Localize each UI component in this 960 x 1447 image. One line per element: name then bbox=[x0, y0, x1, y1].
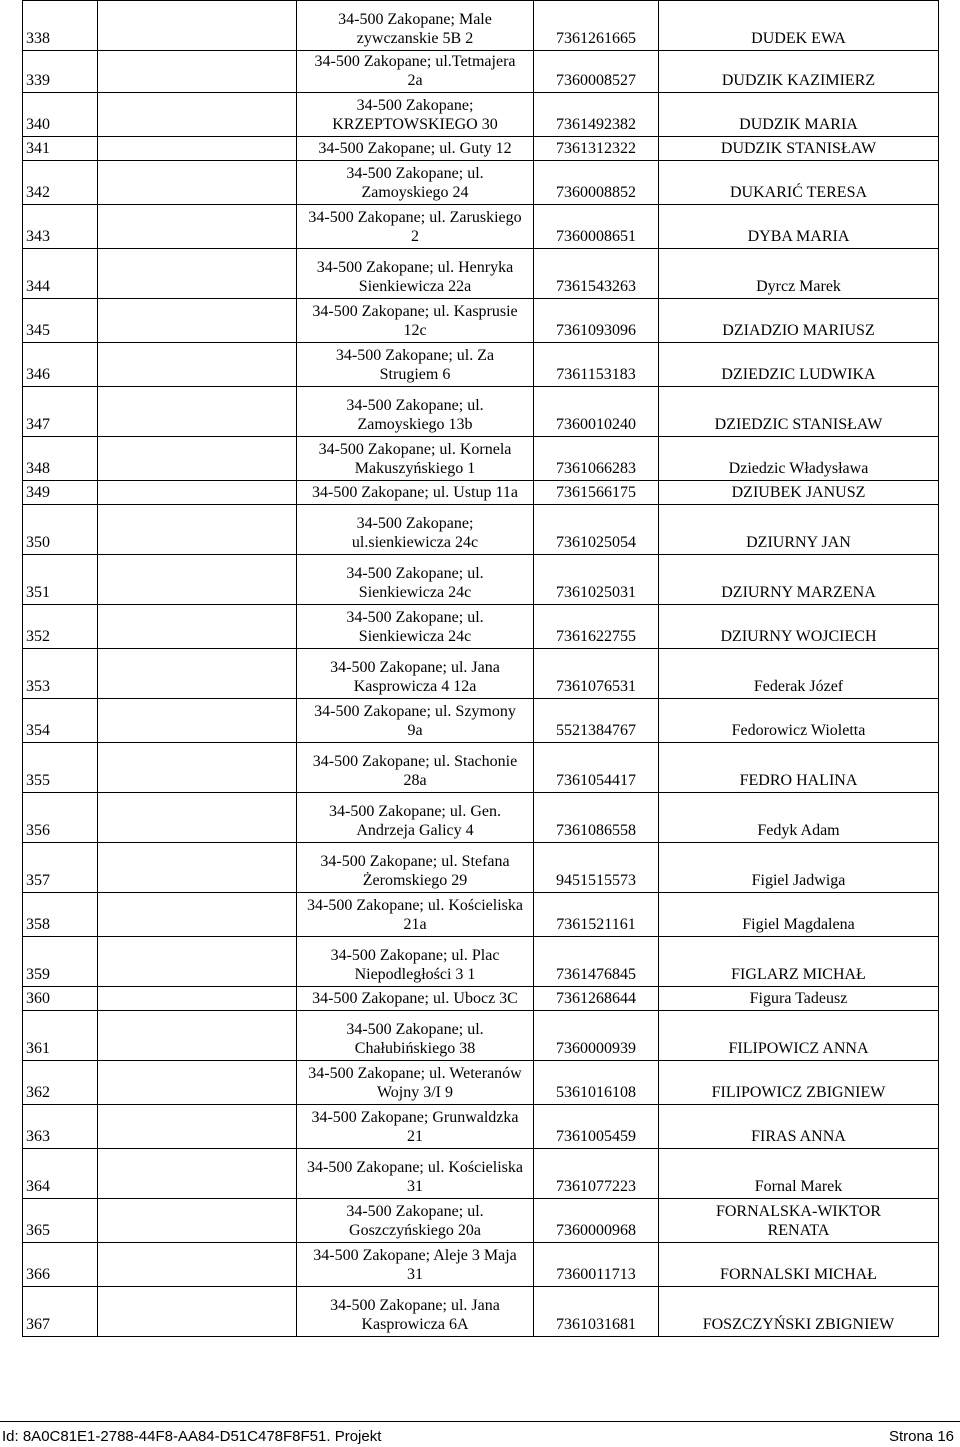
name-line: DZIEDZIC LUDWIKA bbox=[721, 366, 876, 383]
name-line: DZIURNY WOJCIECH bbox=[720, 628, 877, 645]
address-cell bbox=[297, 137, 534, 161]
person-name-cell bbox=[659, 743, 939, 793]
name-line: FILIPOWICZ ANNA bbox=[728, 1040, 869, 1057]
id-number-cell: 7361054417 bbox=[534, 743, 659, 793]
table-row bbox=[23, 1243, 939, 1287]
address-line: 34-500 Zakopane; ul. Ustup 11a bbox=[311, 484, 519, 501]
id-number-cell: 7360008527 bbox=[534, 51, 659, 93]
id-number-cell: 7361086558 bbox=[534, 793, 659, 843]
address-cell bbox=[297, 299, 534, 343]
address-line: 34-500 Zakopane; ul. Kornela bbox=[318, 441, 512, 458]
address-line: 34-500 Zakopane; ul.Tetmajera bbox=[314, 53, 516, 70]
person-name-cell bbox=[659, 1011, 939, 1061]
row-number: 350 bbox=[23, 505, 98, 555]
address-line: 34-500 Zakopane; ul. Jana bbox=[330, 659, 500, 676]
table-row bbox=[23, 387, 939, 437]
address-cell bbox=[297, 743, 534, 793]
name-line: Federak Józef bbox=[753, 678, 844, 695]
table-row bbox=[23, 437, 939, 481]
address-line: 34-500 Zakopane; ul. Zaruskiego bbox=[308, 209, 522, 226]
row-number: 354 bbox=[23, 699, 98, 743]
id-number-cell: 7361031681 bbox=[534, 1287, 659, 1337]
address-cell bbox=[297, 343, 534, 387]
address-line: 34-500 Zakopane; ul. Weteranów bbox=[308, 1065, 522, 1082]
id-number-cell: 7361066283 bbox=[534, 437, 659, 481]
empty-cell bbox=[98, 1199, 297, 1243]
address-cell bbox=[297, 649, 534, 699]
address-line: Wojny 3/I 9 bbox=[376, 1084, 454, 1101]
address-cell bbox=[297, 205, 534, 249]
empty-cell bbox=[98, 481, 297, 505]
address-line: 34-500 Zakopane; bbox=[356, 97, 474, 114]
address-line: 34-500 Zakopane; Grunwaldzka bbox=[311, 1109, 519, 1126]
table-row bbox=[23, 481, 939, 505]
name-line: DZIUBEK JANUSZ bbox=[731, 484, 866, 501]
id-number-cell: 7361076531 bbox=[534, 649, 659, 699]
row-number: 344 bbox=[23, 249, 98, 299]
name-line: Figura Tadeusz bbox=[749, 990, 848, 1007]
name-line: DZIURNY JAN bbox=[746, 534, 851, 551]
name-line: DZIURNY MARZENA bbox=[721, 584, 876, 601]
name-line: DUKARIĆ TERESA bbox=[729, 184, 868, 201]
row-number: 359 bbox=[23, 937, 98, 987]
name-line: Fornal Marek bbox=[754, 1178, 843, 1195]
empty-cell bbox=[98, 1149, 297, 1199]
table-row bbox=[23, 699, 939, 743]
id-number-cell: 7361153183 bbox=[534, 343, 659, 387]
name-line: Figiel Magdalena bbox=[742, 916, 855, 933]
name-line: FIRAS ANNA bbox=[751, 1128, 846, 1145]
row-number: 340 bbox=[23, 93, 98, 137]
id-number-cell: 7360000939 bbox=[534, 1011, 659, 1061]
name-line: DUDZIK STANISŁAW bbox=[720, 140, 877, 157]
id-number-cell: 7361268644 bbox=[534, 987, 659, 1011]
id-number-cell: 7361312322 bbox=[534, 137, 659, 161]
address-line: 34-500 Zakopane; ul. Plac bbox=[330, 947, 500, 964]
address-cell bbox=[297, 1149, 534, 1199]
address-line: Kasprowicza 6A bbox=[361, 1316, 469, 1333]
row-number: 360 bbox=[23, 987, 98, 1011]
table-row bbox=[23, 743, 939, 793]
address-cell bbox=[297, 793, 534, 843]
person-name-cell bbox=[659, 937, 939, 987]
address-cell bbox=[297, 937, 534, 987]
address-cell bbox=[297, 437, 534, 481]
address-line: Sienkiewicza 24c bbox=[358, 628, 472, 645]
address-cell bbox=[297, 1243, 534, 1287]
table-row bbox=[23, 555, 939, 605]
empty-cell bbox=[98, 1011, 297, 1061]
address-line: 34-500 Zakopane; ul. bbox=[346, 165, 484, 182]
table-row bbox=[23, 793, 939, 843]
table-row bbox=[23, 1105, 939, 1149]
id-number-cell: 7360008852 bbox=[534, 161, 659, 205]
address-line: 31 bbox=[407, 1266, 423, 1283]
address-line: Sienkiewicza 24c bbox=[358, 584, 472, 601]
person-name-cell bbox=[659, 987, 939, 1011]
person-name-cell bbox=[659, 343, 939, 387]
row-number: 363 bbox=[23, 1105, 98, 1149]
table-row bbox=[23, 1061, 939, 1105]
empty-cell bbox=[98, 1061, 297, 1105]
person-name-cell bbox=[659, 137, 939, 161]
table-row bbox=[23, 1149, 939, 1199]
person-name-cell bbox=[659, 793, 939, 843]
person-name-cell bbox=[659, 93, 939, 137]
row-number: 366 bbox=[23, 1243, 98, 1287]
person-name-cell bbox=[659, 605, 939, 649]
address-line: 34-500 Zakopane; ul. bbox=[346, 1203, 484, 1220]
table-row bbox=[23, 937, 939, 987]
address-cell bbox=[297, 481, 534, 505]
row-number: 342 bbox=[23, 161, 98, 205]
person-name-cell bbox=[659, 649, 939, 699]
name-line: DYBA MARIA bbox=[747, 228, 850, 245]
address-line: 2a bbox=[407, 72, 423, 89]
name-line: DZIADZIO MARIUSZ bbox=[722, 322, 875, 339]
address-line: KRZEPTOWSKIEGO 30 bbox=[332, 116, 498, 133]
address-line: Makuszyńskiego 1 bbox=[354, 460, 476, 477]
address-cell bbox=[297, 505, 534, 555]
empty-cell bbox=[98, 699, 297, 743]
empty-cell bbox=[98, 51, 297, 93]
table-row bbox=[23, 987, 939, 1011]
address-cell bbox=[297, 1105, 534, 1149]
row-number: 358 bbox=[23, 893, 98, 937]
address-cell bbox=[297, 93, 534, 137]
name-line: FORNALSKI MICHAŁ bbox=[720, 1266, 877, 1283]
table-row bbox=[23, 1, 939, 51]
person-name-cell bbox=[659, 1, 939, 51]
table-row bbox=[23, 51, 939, 93]
empty-cell bbox=[98, 893, 297, 937]
table-row bbox=[23, 605, 939, 649]
address-line: zywczanskie 5B 2 bbox=[356, 30, 474, 47]
person-name-cell bbox=[659, 51, 939, 93]
id-number-cell: 7361025031 bbox=[534, 555, 659, 605]
empty-cell bbox=[98, 137, 297, 161]
table-row bbox=[23, 1287, 939, 1337]
id-number-cell: 7361077223 bbox=[534, 1149, 659, 1199]
table-row bbox=[23, 137, 939, 161]
table-row bbox=[23, 1011, 939, 1061]
address-cell bbox=[297, 1287, 534, 1337]
name-line: Fedorowicz Wioletta bbox=[731, 722, 866, 739]
table-row bbox=[23, 893, 939, 937]
id-number-cell: 7360010240 bbox=[534, 387, 659, 437]
empty-cell bbox=[98, 937, 297, 987]
person-name-cell bbox=[659, 843, 939, 893]
id-number-cell: 7361476845 bbox=[534, 937, 659, 987]
table-row bbox=[23, 649, 939, 699]
id-number-cell: 7361005459 bbox=[534, 1105, 659, 1149]
person-name-cell bbox=[659, 205, 939, 249]
empty-cell bbox=[98, 343, 297, 387]
name-line: Dyrcz Marek bbox=[756, 278, 841, 295]
address-line: Andrzeja Galicy 4 bbox=[356, 822, 474, 839]
name-line: DUDZIK MARIA bbox=[739, 116, 858, 133]
address-cell bbox=[297, 1011, 534, 1061]
address-line: Żeromskiego 29 bbox=[362, 872, 468, 889]
address-line: ul.sienkiewicza 24c bbox=[351, 534, 479, 551]
empty-cell bbox=[98, 161, 297, 205]
footer-rule bbox=[0, 1421, 960, 1422]
id-number-cell: 9451515573 bbox=[534, 843, 659, 893]
row-number: 355 bbox=[23, 743, 98, 793]
name-line: Figiel Jadwiga bbox=[751, 872, 846, 889]
id-number-cell: 7360008651 bbox=[534, 205, 659, 249]
row-number: 346 bbox=[23, 343, 98, 387]
empty-cell bbox=[98, 205, 297, 249]
empty-cell bbox=[98, 987, 297, 1011]
address-line: 31 bbox=[407, 1178, 423, 1195]
row-number: 351 bbox=[23, 555, 98, 605]
address-cell bbox=[297, 161, 534, 205]
id-number-cell: 5521384767 bbox=[534, 699, 659, 743]
name-line: DUDEK EWA bbox=[751, 30, 846, 47]
row-number: 353 bbox=[23, 649, 98, 699]
row-number: 343 bbox=[23, 205, 98, 249]
address-cell bbox=[297, 249, 534, 299]
address-line: 34-500 Zakopane; ul. Ubocz 3C bbox=[312, 990, 518, 1007]
name-line: Fedyk Adam bbox=[757, 822, 840, 839]
empty-cell bbox=[98, 387, 297, 437]
address-line: 34-500 Zakopane; ul. Kościeliska bbox=[307, 897, 523, 914]
address-line: 34-500 Zakopane; ul. Kasprusie bbox=[312, 303, 518, 320]
address-line: 34-500 Zakopane; ul. Za bbox=[335, 347, 495, 364]
table-row bbox=[23, 843, 939, 893]
empty-cell bbox=[98, 299, 297, 343]
id-number-cell: 7360000968 bbox=[534, 1199, 659, 1243]
register-body bbox=[23, 1, 939, 1337]
row-number: 348 bbox=[23, 437, 98, 481]
empty-cell bbox=[98, 1243, 297, 1287]
empty-cell bbox=[98, 1287, 297, 1337]
id-number-cell: 7361261665 bbox=[534, 1, 659, 51]
person-name-cell bbox=[659, 699, 939, 743]
name-line: DUDZIK KAZIMIERZ bbox=[721, 72, 876, 89]
address-line: 21 bbox=[407, 1128, 423, 1145]
empty-cell bbox=[98, 793, 297, 843]
empty-cell bbox=[98, 555, 297, 605]
address-line: 34-500 Zakopane; ul. Jana bbox=[330, 1297, 500, 1314]
name-line: RENATA bbox=[767, 1222, 830, 1239]
name-line: FORNALSKA-WIKTOR bbox=[715, 1203, 882, 1220]
person-name-cell bbox=[659, 1199, 939, 1243]
table-row bbox=[23, 1199, 939, 1243]
footer-page-number: Strona 16 bbox=[888, 1428, 954, 1445]
empty-cell bbox=[98, 1, 297, 51]
person-name-cell bbox=[659, 387, 939, 437]
empty-cell bbox=[98, 505, 297, 555]
address-line: 34-500 Zakopane; ul. bbox=[346, 397, 484, 414]
address-line: 34-500 Zakopane; Aleje 3 Maja bbox=[313, 1247, 517, 1264]
table-row bbox=[23, 161, 939, 205]
id-number-cell: 7360011713 bbox=[534, 1243, 659, 1287]
address-line: 34-500 Zakopane; Male bbox=[338, 11, 492, 28]
table-row bbox=[23, 505, 939, 555]
person-name-cell bbox=[659, 1243, 939, 1287]
name-line: FIGLARZ MICHAŁ bbox=[731, 966, 866, 983]
empty-cell bbox=[98, 649, 297, 699]
row-number: 352 bbox=[23, 605, 98, 649]
address-line: 34-500 Zakopane; ul. Guty 12 bbox=[318, 140, 512, 157]
row-number: 356 bbox=[23, 793, 98, 843]
address-cell bbox=[297, 1199, 534, 1243]
id-number-cell: 7361025054 bbox=[534, 505, 659, 555]
id-number-cell: 7361622755 bbox=[534, 605, 659, 649]
empty-cell bbox=[98, 743, 297, 793]
person-name-cell bbox=[659, 505, 939, 555]
row-number: 357 bbox=[23, 843, 98, 893]
empty-cell bbox=[98, 605, 297, 649]
name-line: FEDRO HALINA bbox=[739, 772, 858, 789]
table-row bbox=[23, 205, 939, 249]
person-name-cell bbox=[659, 161, 939, 205]
address-cell bbox=[297, 51, 534, 93]
address-line: 34-500 Zakopane; ul. Szymony bbox=[314, 703, 516, 720]
address-line: 2 bbox=[411, 228, 419, 245]
row-number: 364 bbox=[23, 1149, 98, 1199]
row-number: 361 bbox=[23, 1011, 98, 1061]
table-row bbox=[23, 299, 939, 343]
person-name-cell bbox=[659, 555, 939, 605]
address-line: 21a bbox=[403, 916, 427, 933]
person-name-cell bbox=[659, 481, 939, 505]
person-name-cell bbox=[659, 437, 939, 481]
address-line: 34-500 Zakopane; ul. Henryka bbox=[316, 259, 514, 276]
address-line: 34-500 Zakopane; ul. Gen. bbox=[329, 803, 501, 820]
address-cell bbox=[297, 1061, 534, 1105]
person-name-cell bbox=[659, 299, 939, 343]
row-number: 339 bbox=[23, 51, 98, 93]
address-line: 34-500 Zakopane; ul. Stachonie bbox=[312, 753, 518, 770]
row-number: 349 bbox=[23, 481, 98, 505]
id-number-cell: 7361492382 bbox=[534, 93, 659, 137]
address-cell bbox=[297, 555, 534, 605]
person-name-cell bbox=[659, 893, 939, 937]
name-line: FOSZCZYŃSKI ZBIGNIEW bbox=[702, 1316, 895, 1333]
address-line: 12c bbox=[403, 322, 427, 339]
address-line: 9a bbox=[407, 722, 423, 739]
person-name-cell bbox=[659, 1105, 939, 1149]
address-line: 34-500 Zakopane; ul. bbox=[346, 1021, 484, 1038]
empty-cell bbox=[98, 843, 297, 893]
page-footer bbox=[0, 1421, 960, 1447]
address-line: 28a bbox=[403, 772, 427, 789]
address-line: 34-500 Zakopane; ul. Stefana bbox=[320, 853, 510, 870]
address-line: 34-500 Zakopane; ul. bbox=[346, 565, 484, 582]
empty-cell bbox=[98, 249, 297, 299]
address-cell bbox=[297, 843, 534, 893]
address-line: Chałubińskiego 38 bbox=[354, 1040, 476, 1057]
address-cell bbox=[297, 605, 534, 649]
address-line: Sienkiewicza 22a bbox=[358, 278, 472, 295]
address-cell bbox=[297, 1, 534, 51]
register-table bbox=[22, 0, 939, 1337]
row-number: 338 bbox=[23, 1, 98, 51]
row-number: 367 bbox=[23, 1287, 98, 1337]
address-line: Niepodległości 3 1 bbox=[354, 966, 476, 983]
person-name-cell bbox=[659, 1061, 939, 1105]
id-number-cell: 7361093096 bbox=[534, 299, 659, 343]
address-line: 34-500 Zakopane; ul. bbox=[346, 609, 484, 626]
row-number: 341 bbox=[23, 137, 98, 161]
empty-cell bbox=[98, 437, 297, 481]
person-name-cell bbox=[659, 249, 939, 299]
id-number-cell: 7361566175 bbox=[534, 481, 659, 505]
name-line: Dziedzic Władysława bbox=[728, 460, 869, 477]
person-name-cell bbox=[659, 1149, 939, 1199]
address-cell bbox=[297, 387, 534, 437]
address-line: 34-500 Zakopane; ul. Kościeliska bbox=[307, 1159, 523, 1176]
id-number-cell: 7361543263 bbox=[534, 249, 659, 299]
table-row bbox=[23, 343, 939, 387]
table-row bbox=[23, 93, 939, 137]
row-number: 365 bbox=[23, 1199, 98, 1243]
id-number-cell: 5361016108 bbox=[534, 1061, 659, 1105]
footer-document-id: Id: 8A0C81E1-2788-44F8-AA84-D51C478F8F51. Projekt bbox=[2, 1428, 382, 1445]
address-line: Zamoyskiego 13b bbox=[357, 416, 473, 433]
table-row bbox=[23, 249, 939, 299]
address-line: Goszczyńskiego 20a bbox=[349, 1222, 481, 1239]
name-line: DZIEDZIC STANISŁAW bbox=[714, 416, 883, 433]
empty-cell bbox=[98, 93, 297, 137]
address-cell bbox=[297, 699, 534, 743]
address-line: Kasprowicza 4 12a bbox=[353, 678, 477, 695]
empty-cell bbox=[98, 1105, 297, 1149]
address-cell bbox=[297, 987, 534, 1011]
address-cell bbox=[297, 893, 534, 937]
address-line: Strugiem 6 bbox=[379, 366, 451, 383]
address-line: Zamoyskiego 24 bbox=[361, 184, 469, 201]
row-number: 347 bbox=[23, 387, 98, 437]
person-name-cell bbox=[659, 1287, 939, 1337]
id-number-cell: 7361521161 bbox=[534, 893, 659, 937]
name-line: FILIPOWICZ ZBIGNIEW bbox=[711, 1084, 886, 1101]
address-line: 34-500 Zakopane; bbox=[356, 515, 474, 532]
row-number: 345 bbox=[23, 299, 98, 343]
row-number: 362 bbox=[23, 1061, 98, 1105]
